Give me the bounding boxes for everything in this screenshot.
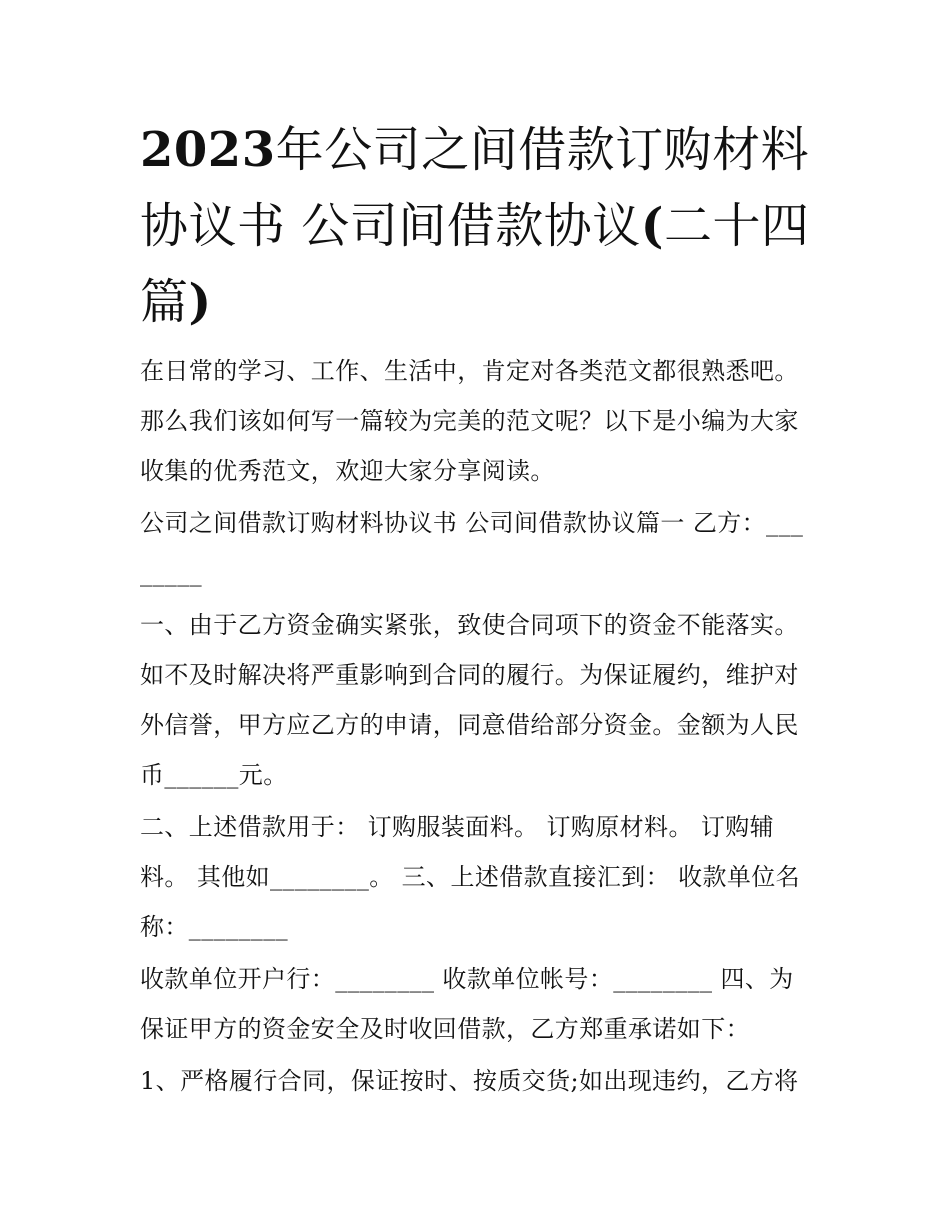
clause-two-paragraph: 二、上述借款用于： 订购服装面料。 订购原材料。 订购辅料。 其他如________。 三、上述借款直接汇到： 收款单位名称：________: [140, 813, 801, 941]
intro-paragraph: 在日常的学习、工作、生活中，肯定对各类范文都很熟悉吧。那么我们该如何写一篇较为完美的范文呢？以下是小编为大家收集的优秀范文，欢迎大家分享阅读。: [140, 357, 799, 485]
title-paren-close: ): [188, 274, 212, 330]
document-title: [140, 112, 812, 340]
agreement-heading-paragraph: 公司之间借款订购材料协议书 公司间借款协议篇一 乙方：________: [140, 509, 804, 587]
title-year: 2023: [140, 122, 276, 178]
clause-item-one-paragraph: 1、严格履行合同，保证按时、按质交货;如出现违约，乙方将: [140, 1067, 799, 1095]
title-paren-open: (: [640, 198, 664, 254]
title-main: 年公司之间借款订购材料协议书 公司间借款协议: [140, 122, 810, 254]
clause-one-paragraph: 一、由于乙方资金确实紧张，致使合同项下的资金不能落实。如不及时解决将严重影响到合同的履行。为保证履约，维护对外信誉，甲方应乙方的申请，同意借给部分资金。金额为人民币______元。: [140, 611, 799, 789]
clause-bank-paragraph: 收款单位开户行：________ 收款单位帐号：________ 四、为保证甲方的资金安全及时收回借款，乙方郑重承诺如下：: [140, 965, 794, 1043]
title-count: 二十四篇: [140, 198, 810, 330]
document-body: [140, 112, 812, 1106]
